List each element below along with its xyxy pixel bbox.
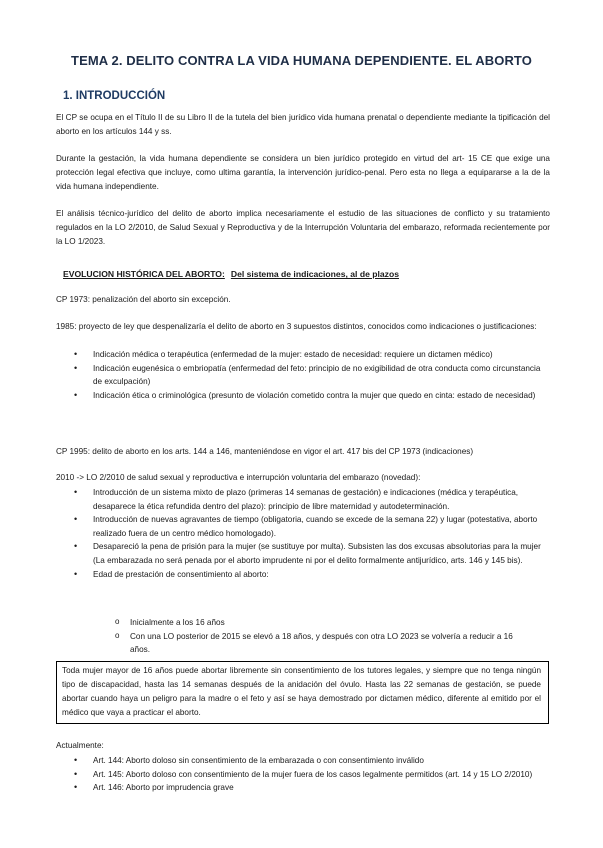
cp-1995-line: CP 1995: delito de aborto en los arts. 144 a 146, manteniéndose en vigor el art. 417 bis del CP 1973 (indicaciones): [56, 447, 474, 456]
summary-box: Toda mujer mayor de 16 años puede abortar libremente sin consentimiento de los tutores legales, y siempre que no tenga ningún tipo de discapacidad, hasta las 14 semanas después de la anidación del óvulo. Hasta las 22 semanas de gestación, se puede abortar cuando haya un peligro para la madre o el feto y así se haya demostrado por dictamen médico, diferente al emitido por el médico que vaya a practicar el aborto.: [56, 661, 549, 724]
list-item: o Inicialmente a los 16 años: [130, 616, 530, 630]
actualmente-list: [93, 754, 543, 795]
list-item: • Introducción de un sistema mixto de plazo (primeras 14 semanas de gestación) e indicaciones (médica y terapéutica, desaparece la ética refundida dentro del plazo): principio de libre maternidad y autodeterminación.: [93, 486, 543, 513]
list-item: • Indicación ética o criminológica (presunto de violación cometido contra la mujer que quedo en cinta: estado de necesidad): [93, 389, 543, 403]
list-item: • Art. 145: Aborto doloso con consentimiento de la mujer fuera de los casos legalmente permitidos (art. 14 y 15 LO 2/2010): [93, 768, 543, 782]
history-subheading: [63, 269, 399, 279]
list-item: • Art. 144: Aborto doloso sin consentimiento de la embarazada o con consentimiento inválido: [93, 754, 543, 768]
intro-paragraph-1: El CP se ocupa en el Título II de su Libro II de la tutela del bien jurídico vida humana prenatal o dependiente mediante la tipificación del aborto en los artículos 144 y ss.: [56, 113, 550, 136]
novedades-list: [93, 486, 543, 581]
year-2010-line: 2010 -> LO 2/2010 de salud sexual y reproductiva e interrupción voluntaria del embarazo (novedad):: [56, 473, 421, 482]
list-item: • Desapareció la pena de prisión para la mujer (se sustituye por multa). Subsisten las dos excusas absolutorias para la mujer (La embarazada no será penada por el aborto imprudente ni por el delito formalmente antijurídico, arts. 146 y 145 bis).: [93, 540, 543, 567]
section-heading-introduccion: 1. INTRODUCCIÓN: [63, 90, 166, 102]
history-subheading-a: EVOLUCION HISTÓRICA DEL ABORTO:: [63, 269, 225, 279]
actualmente-heading: Actualmente:: [56, 741, 104, 750]
edad-sublist: [130, 616, 530, 657]
intro-paragraph-2: Durante la gestación, la vida humana dependiente se considera un bien jurídico protegido en virtud del art- 15 CE que exige una protección legal efectiva que incluye, como ultima garantía, la intervención jurídico-penal. Pero esta no llega a equipararse a la de la vida humana independiente.: [56, 154, 550, 191]
list-item: • Indicación eugenésica o embriopatía (enfermedad del feto: principio de no exigibilidad de otra conducta como circunstancia de exculpación): [93, 362, 543, 389]
list-item: o Con una LO posterior de 2015 se elevó a 18 años, y después con otra LO 2023 se volvería a reducir a 16 años.: [130, 630, 530, 657]
history-subheading-b: Del sistema de indicaciones, al de plazos: [230, 269, 399, 279]
intro-paragraph-3: El análisis técnico-jurídico del delito de aborto implica necesariamente el estudio de las situaciones de conflicto y su tratamiento regulados en la LO 2/2010, de Salud Sexual y Reproductiva y de la Interrupción Voluntaria del embarazo, reformada recientemente por la LO 1/2023.: [56, 209, 550, 246]
year-1985-paragraph: 1985: proyecto de ley que despenalizaría el delito de aborto en 3 supuestos distintos, conocidos como indicaciones o justificaciones:: [56, 322, 537, 331]
indicaciones-list: [93, 348, 543, 402]
list-item: • Art. 146: Aborto por imprudencia grave: [93, 781, 543, 795]
list-item: • Edad de prestación de consentimiento al aborto:: [93, 568, 543, 582]
document-title: TEMA 2. DELITO CONTRA LA VIDA HUMANA DEPENDIENTE. EL ABORTO: [71, 53, 532, 68]
list-item: • Introducción de nuevas agravantes de tiempo (obligatoria, cuando se excede de la semana 22) y lugar (potestativa, aborto realizado fuera de un centro médico homologado).: [93, 513, 543, 540]
cp-1973-line: CP 1973: penalización del aborto sin excepción.: [56, 295, 231, 304]
list-item: • Indicación médica o terapéutica (enfermedad de la mujer: estado de necesidad: requiere un dictamen médico): [93, 348, 543, 362]
